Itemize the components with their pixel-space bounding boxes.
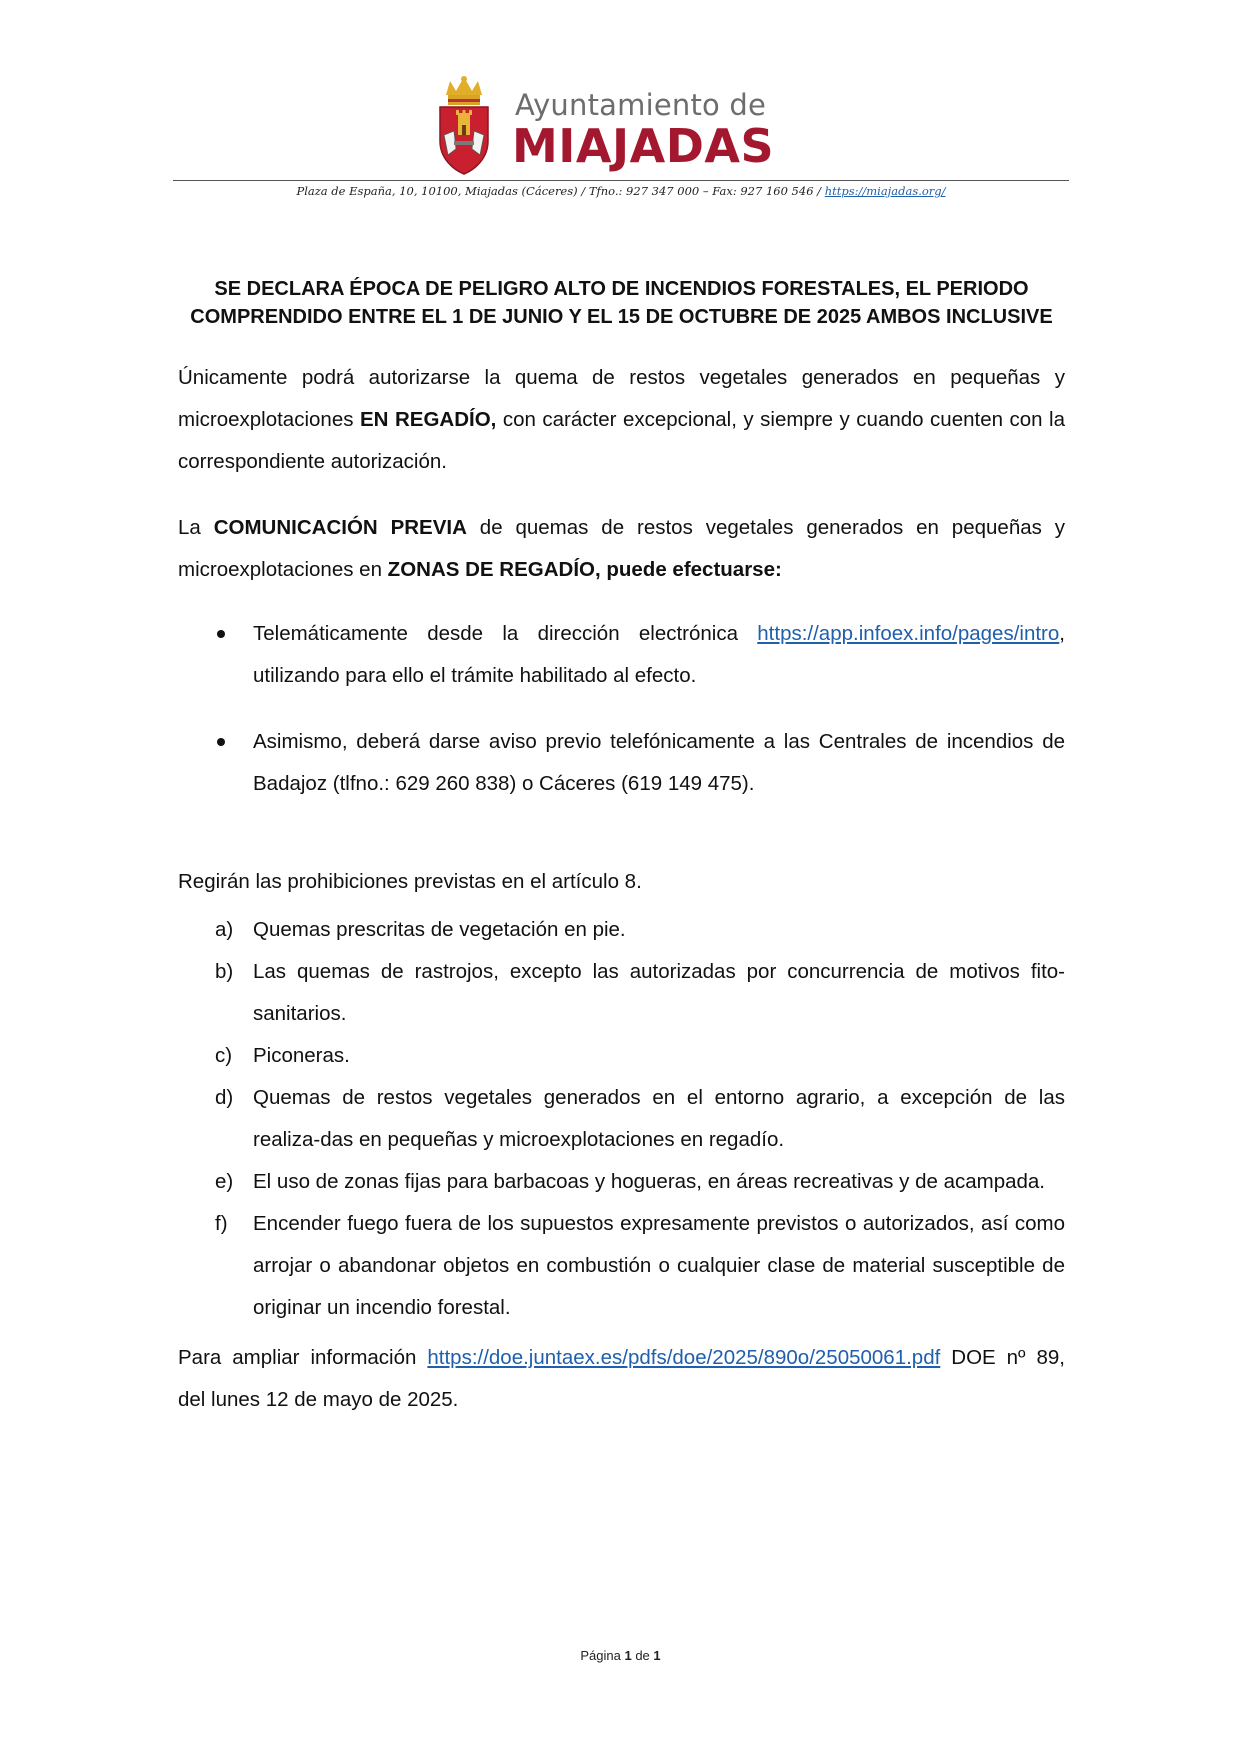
list-marker: b) xyxy=(215,960,234,983)
list-item-text: Quemas prescritas de vegetación en pie. xyxy=(253,918,626,941)
list-item-text: Quemas de restos vegetales generados en el entorno agrario, a excepción de las realiza-das en pequeñas y microexplotaciones en regadío. xyxy=(253,1086,1065,1151)
bullet-item-online xyxy=(178,613,1065,697)
list-marker: f) xyxy=(215,1212,228,1235)
paragraph-more-info xyxy=(178,1337,1065,1421)
header-divider xyxy=(173,180,1069,181)
list-item xyxy=(178,1161,1065,1203)
p2-text: La xyxy=(178,516,214,539)
org-name-line2: MIAJADAS xyxy=(512,119,775,173)
bullet1-text: Telemáticamente desde la dirección electrónica xyxy=(253,622,758,645)
address-text: Plaza de España, 10, 10100, Miajadas (Cáceres) / Tfno.: 927 347 000 – Fax: 927 160 546 / xyxy=(296,184,825,198)
p1-bold: EN REGADÍO, xyxy=(359,408,497,431)
list-item xyxy=(178,1035,1065,1077)
page-total: 1 xyxy=(653,1648,661,1663)
infoex-link[interactable]: https://app.infoex.info/pages/intro xyxy=(757,622,1060,645)
prohibitions-list xyxy=(178,909,1065,1329)
page-current: 1 xyxy=(624,1648,632,1663)
bullet1-text-end: , utilizando para ello el trámite habilitado al efecto. xyxy=(253,622,1065,687)
p2-bold2: ZONAS DE REGADÍO, puede efectuarse: xyxy=(387,558,782,581)
p2-text-mid: de quemas de restos vegetales generados en pequeñas y microexplotaciones en xyxy=(178,516,1066,581)
list-item-text: Piconeras. xyxy=(253,1044,350,1067)
list-item xyxy=(178,1203,1065,1329)
title-line1: SE DECLARA ÉPOCA DE PELIGRO ALTO DE INCENDIOS FORESTALES, EL PERIODO xyxy=(214,278,1029,300)
bullet-icon xyxy=(217,630,225,638)
p1-text-end: con carácter excepcional, y siempre y cuando cuenten con la correspondiente autorización. xyxy=(178,408,1066,473)
bullet-icon xyxy=(217,738,225,746)
paragraph-communication xyxy=(178,507,1065,591)
doe-link[interactable]: https://doe.juntaex.es/pdfs/doe/2025/890o/25050061.pdf xyxy=(427,1346,941,1369)
list-marker: d) xyxy=(215,1086,234,1109)
p4-text-end: DOE nº 89, del lunes 12 de mayo de 2025. xyxy=(178,1346,1065,1411)
letterhead xyxy=(0,0,1241,210)
list-item-text: Encender fuego fuera de los supuestos expresamente previstos o autorizados, así como arrojar o abandonar objetos en combustión o cualquier clase de material susceptible de originar un incendio forestal. xyxy=(253,1212,1065,1319)
page-of: de xyxy=(635,1648,650,1663)
website-link[interactable]: https://miajadas.org/ xyxy=(824,184,946,198)
list-item xyxy=(178,1077,1065,1161)
paragraph-prohibitions-intro: Regirán las prohibiciones previstas en el artículo 8. xyxy=(178,870,642,893)
page-word: Página xyxy=(580,1648,621,1663)
title-line2: COMPRENDIDO ENTRE EL 1 DE JUNIO Y EL 15 DE OCTUBRE DE 2025 AMBOS INCLUSIVE xyxy=(190,306,1053,328)
bullet2-text: Asimismo, deberá darse aviso previo telefónicamente a las Centrales de incendios de Badajoz (tlfno.: 629 260 838) o Cáceres (619 149 475). xyxy=(253,730,1065,795)
list-item-text: El uso de zonas fijas para barbacoas y hogueras, en áreas recreativas y de acampada. xyxy=(253,1170,1045,1193)
list-item xyxy=(178,951,1065,1035)
paragraph-authorization xyxy=(178,357,1065,483)
org-name-line1: Ayuntamiento de xyxy=(515,88,767,122)
document-title xyxy=(178,275,1065,331)
list-item xyxy=(178,909,1065,951)
list-marker: a) xyxy=(215,918,234,941)
p2-bold1: COMUNICACIÓN PREVIA xyxy=(213,516,467,539)
page-footer xyxy=(0,1648,1241,1663)
list-item-text: Las quemas de rastrojos, excepto las autorizadas por concurrencia de motivos fito-sanitarios. xyxy=(253,960,1065,1025)
p1-text: Únicamente podrá autorizarse la quema de restos vegetales generados en pequeñas y microexplotaciones xyxy=(178,366,1065,431)
document-body xyxy=(178,275,1065,1421)
bullet-item-phone xyxy=(178,721,1065,805)
header-address xyxy=(173,184,1069,198)
coat-of-arms-icon xyxy=(436,75,492,175)
list-marker: c) xyxy=(215,1044,233,1067)
list-marker: e) xyxy=(215,1170,234,1193)
p4-text: Para ampliar información xyxy=(178,1346,428,1369)
